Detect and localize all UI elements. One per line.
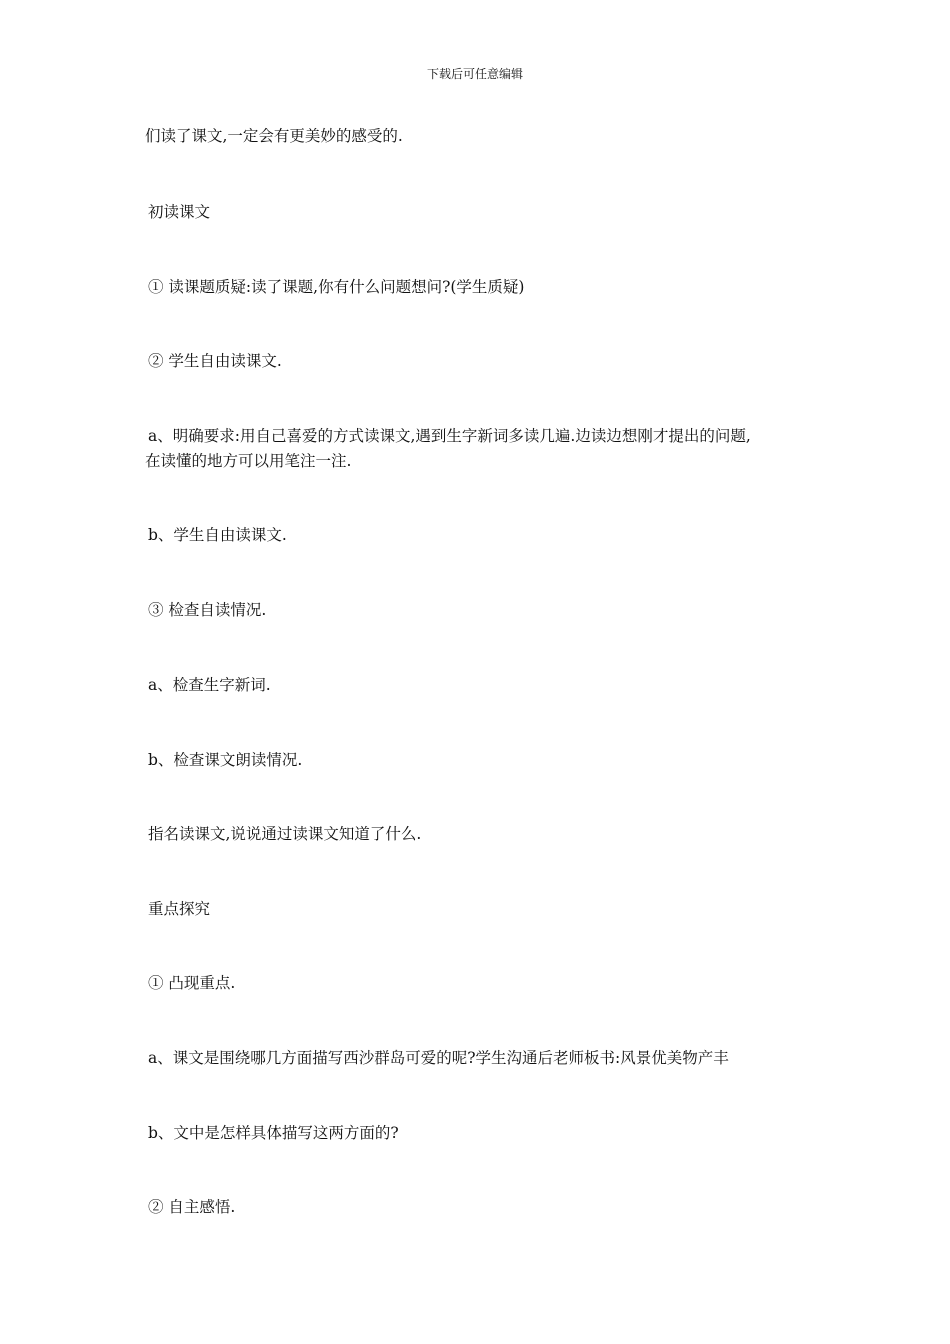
- paragraph-step-2a-line-2: 在读懂的地方可以用笔注一注.: [145, 452, 352, 470]
- paragraph-intro: 们读了课文,一定会有更美妙的感受的.: [145, 127, 403, 145]
- paragraph-key-1b: b、文中是怎样具体描写这两方面的?: [148, 1124, 399, 1142]
- section-heading-initial-reading: 初读课文: [148, 203, 211, 221]
- paragraph-step-2b: b、学生自由读课文.: [148, 526, 287, 544]
- paragraph-key-1: ① 凸现重点.: [148, 974, 236, 992]
- paragraph-key-1a: a、课文是围绕哪几方面描写西沙群岛可爱的呢?学生沟通后老师板书:风景优美物产丰: [148, 1049, 729, 1067]
- paragraph-key-2: ② 自主感悟.: [148, 1198, 236, 1216]
- paragraph-step-2a: [145, 424, 820, 474]
- paragraph-name-reading: 指名读课文,说说通过读课文知道了什么.: [148, 825, 422, 843]
- paragraph-step-2: ② 学生自由读课文.: [148, 352, 282, 370]
- paragraph-step-3: ③ 检查自读情况.: [148, 601, 267, 619]
- page-header: 下载后可任意编辑: [426, 67, 523, 81]
- paragraph-step-3b: b、检查课文朗读情况.: [148, 751, 303, 769]
- section-heading-key-exploration: 重点探究: [148, 900, 211, 918]
- paragraph-step-2a-line-1: a、明确要求:用自己喜爱的方式读课文,遇到生字新词多读几遍.边读边想刚才提出的问题,: [148, 427, 751, 445]
- paragraph-step-1: ① 读课题质疑:读了课题,你有什么问题想问?(学生质疑): [148, 278, 525, 296]
- paragraph-step-3a: a、检查生字新词.: [148, 676, 271, 694]
